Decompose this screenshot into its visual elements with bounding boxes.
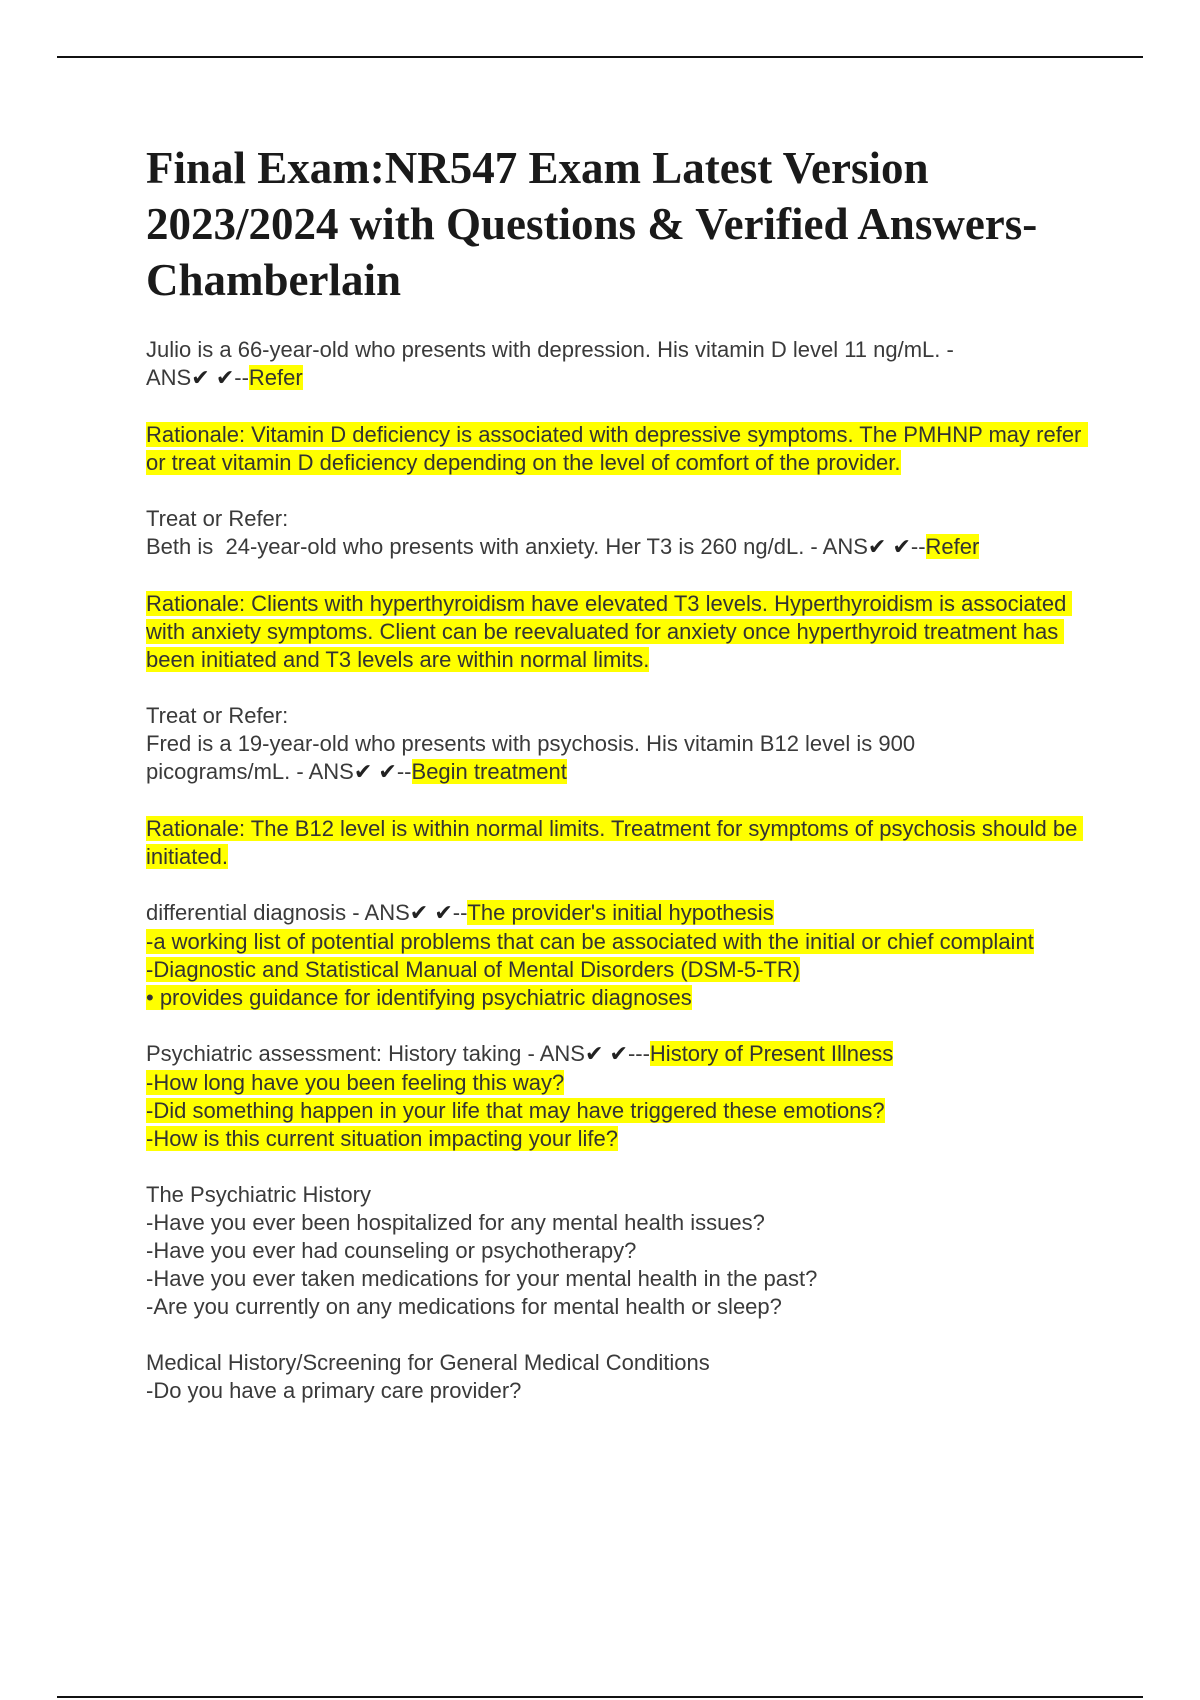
answer-dash: -- <box>452 900 468 925</box>
question-block-3 <box>146 702 1096 787</box>
question-block-4 <box>146 899 1096 1012</box>
answer-line: -Did something happen in your life that may have triggered these emotions? <box>146 1098 885 1123</box>
check-icon: ✔ <box>409 901 429 926</box>
question-prefix: Treat or Refer: <box>146 703 289 728</box>
check-icon: ✔ <box>609 1042 628 1067</box>
answer-highlight: History of Present Illness <box>649 1041 894 1066</box>
history-line: -Have you ever had counseling or psychotherapy? <box>146 1238 637 1263</box>
ans-label: ANS <box>539 1041 585 1066</box>
bottom-rule <box>57 1696 1143 1698</box>
check-icon: ✔ <box>867 535 887 560</box>
answer-line: -How long have you been feeling this way? <box>146 1070 565 1095</box>
answer-highlight: The provider's initial hypothesis <box>467 900 774 925</box>
ans-label: ANS <box>308 759 354 784</box>
section-heading: Medical History/Screening for General Medical Conditions <box>146 1350 710 1375</box>
question-text: Beth is 24-year-old who presents with anxiety. Her T3 is 260 ng/dL. - <box>146 534 823 559</box>
question-prefix: Treat or Refer: <box>146 506 289 531</box>
answer-dash: -- <box>910 534 926 559</box>
answer-line: -How is this current situation impacting your life? <box>146 1126 618 1151</box>
term-text: differential diagnosis - <box>146 900 365 925</box>
answer-highlight: Refer <box>925 534 980 559</box>
rationale-block-1 <box>146 421 1096 477</box>
question-text: Fred is a 19-year-old who presents with psychosis. His vitamin B12 level is 900 <box>146 731 916 756</box>
ans-label: ANS <box>822 534 868 559</box>
history-line: -Have you ever taken medications for your mental health in the past? <box>146 1266 818 1291</box>
question-block-5 <box>146 1040 1096 1153</box>
check-icon: ✔ <box>892 535 911 560</box>
answer-dash: -- <box>396 759 412 784</box>
check-icon: ✔ <box>378 760 397 785</box>
answer-line: -Diagnostic and Statistical Manual of Mental Disorders (DSM-5-TR) <box>146 957 801 982</box>
check-icon: ✔ <box>215 366 235 391</box>
rationale-text: Rationale: Clients with hyperthyroidism have elevated T3 levels. Hyperthyroidism is associated with anxiety symptoms. Client can be reevaluated for anxiety once hyperthyroid treatment has been initiated and T3 levels are within normal limits. <box>146 591 1073 672</box>
check-icon: ✔ <box>434 901 453 926</box>
answer-highlight: Begin treatment <box>411 759 567 784</box>
medical-history-block <box>146 1349 1096 1405</box>
history-line: -Have you ever been hospitalized for any mental health issues? <box>146 1210 765 1235</box>
check-icon: ✔ <box>584 1042 604 1067</box>
term-text: Psychiatric assessment: History taking - <box>146 1041 540 1066</box>
answer-line: • provides guidance for identifying psychiatric diagnoses <box>146 985 692 1010</box>
history-line: -Are you currently on any medications for mental health or sleep? <box>146 1294 782 1319</box>
document-page <box>146 140 1096 1433</box>
ans-label: ANS <box>146 365 192 390</box>
question-text: Julio is a 66-year-old who presents with depression. His vitamin D level 11 ng/mL. - <box>146 337 954 362</box>
answer-dash: --- <box>627 1041 650 1066</box>
rationale-block-3 <box>146 815 1096 871</box>
question-text-cont: picograms/mL. - <box>146 759 309 784</box>
top-rule <box>57 56 1143 58</box>
rationale-text: Rationale: The B12 level is within normal limits. Treatment for symptoms of psychosis should be initiated. <box>146 816 1084 869</box>
ans-label: ANS <box>364 900 410 925</box>
rationale-block-2 <box>146 590 1096 674</box>
section-heading: The Psychiatric History <box>146 1182 371 1207</box>
answer-line: -a working list of potential problems that can be associated with the initial or chief complaint <box>146 929 1034 954</box>
check-icon: ✔ <box>353 760 373 785</box>
question-block-2 <box>146 505 1096 562</box>
history-line: -Do you have a primary care provider? <box>146 1378 522 1403</box>
answer-dash: -- <box>234 365 249 390</box>
document-title: Final Exam:NR547 Exam Latest Version 2023/2024 with Questions & Verified Answers- Chamberlain <box>146 143 1038 305</box>
answer-highlight: Refer <box>248 365 303 390</box>
rationale-text: Rationale: Vitamin D deficiency is associated with depressive symptoms. The PMHNP may refer or treat vitamin D deficiency depending on the level of comfort of the provider. <box>146 422 1088 475</box>
question-block-1 <box>146 336 1096 393</box>
psychiatric-history-block <box>146 1181 1096 1321</box>
check-icon: ✔ <box>191 366 210 391</box>
